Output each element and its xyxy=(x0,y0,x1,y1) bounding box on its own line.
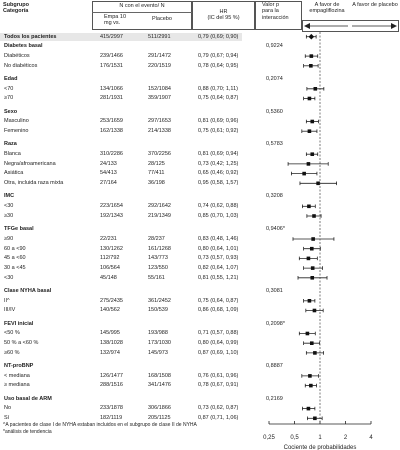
empa-events: 275/2435 xyxy=(100,297,123,304)
hr-point xyxy=(313,309,317,313)
hr-point xyxy=(308,299,312,303)
hr-ci-text: 0,75 (0,64; 0,87) xyxy=(198,95,239,102)
hr-ci-text: 0,73 (0,62, 0,87) xyxy=(198,405,239,412)
hr-point xyxy=(307,162,311,166)
x-tick-label: 1 xyxy=(318,435,322,441)
x-tick-label: 2 xyxy=(343,435,348,441)
category-label: Masculino xyxy=(4,118,29,125)
empa-events: 223/1654 xyxy=(100,203,123,210)
hr-point xyxy=(310,120,314,124)
hr-ci-text: 0,73 (0,57, 0,93) xyxy=(198,255,239,262)
hr-ci-text: 0,88 (0,70; 1,11) xyxy=(198,85,238,92)
empa-events: 27/164 xyxy=(100,180,117,187)
empa-events: 145/995 xyxy=(100,330,120,337)
subgroup-header: IMC xyxy=(4,193,15,200)
category-label: ≥30 xyxy=(4,212,14,219)
favor-placebo-header: A favor de placebo xyxy=(352,2,398,8)
hr-point xyxy=(313,87,317,91)
empa-events: 281/1931 xyxy=(100,95,123,102)
placebo-events: 55/161 xyxy=(148,274,165,281)
empa-events: 233/1878 xyxy=(100,405,123,412)
hr-ci-text: 0,81 (0,69; 0,96) xyxy=(198,118,239,125)
interaction-p-value: 0,9224 xyxy=(266,43,283,50)
empa-events: 130/1262 xyxy=(100,245,123,252)
placebo-events: 220/1519 xyxy=(148,62,171,69)
interaction-p-value: 0,3208 xyxy=(266,193,283,200)
hr-point xyxy=(306,332,310,336)
placebo-events: 214/1338 xyxy=(148,128,171,134)
category-label: Blanca xyxy=(4,151,21,157)
placebo-events: 152/1084 xyxy=(148,85,171,92)
hr-ci-text: 0,75 (0,61; 0,92) xyxy=(198,128,239,134)
placebo-events: 145/973 xyxy=(148,349,168,356)
empa-events: 112/792 xyxy=(100,255,120,262)
category-label: <70 xyxy=(4,85,14,92)
category-label: <30 xyxy=(4,203,14,210)
empa-events: 126/1477 xyxy=(100,372,123,379)
subgroup-header: Raza xyxy=(4,141,17,148)
hr-point xyxy=(313,351,317,355)
hr-header-line2: (IC del 95 %) xyxy=(207,15,240,22)
x-tick-label: 0,5 xyxy=(290,435,299,441)
hr-point xyxy=(309,384,313,388)
hr-point xyxy=(308,97,312,101)
placebo-events: 205/1125 xyxy=(148,415,171,422)
hr-ci-text: 0,78 (0,64; 0,95) xyxy=(198,62,239,69)
placebo-events: 193/988 xyxy=(148,330,168,337)
category-title: Categoría xyxy=(3,8,29,15)
overall-empa-events: 415/2997 xyxy=(100,33,123,40)
subgroup-header: Clase NYHA basal xyxy=(4,287,52,294)
empa-header-line2: mg vs. xyxy=(104,20,121,27)
footnote-trend: *análisis de tendencia xyxy=(3,429,52,435)
placebo-events: 173/1030 xyxy=(148,340,171,346)
empa-events: 288/1516 xyxy=(100,382,123,389)
empa-events: 138/1028 xyxy=(100,340,123,346)
interaction-p-value: 0,2074 xyxy=(266,75,283,82)
hr-ci-text: 0,71 (0,57, 0,88) xyxy=(198,330,239,337)
hr-point xyxy=(310,247,314,251)
interaction-p-value: 0,5360 xyxy=(266,108,283,115)
hr-ci-text: 0,65 (0,46; 0,92) xyxy=(198,170,239,177)
category-label: <30 xyxy=(4,274,14,281)
placebo-events: 28/237 xyxy=(148,235,165,242)
category-label: Sí xyxy=(4,415,10,422)
hr-ci-text: 0,76 (0,61, 0,96) xyxy=(198,372,239,379)
empa-events: 54/413 xyxy=(100,170,117,177)
category-label: 50 % a <60 % xyxy=(4,340,39,346)
hr-point xyxy=(311,237,315,241)
empa-events: 22/231 xyxy=(100,235,117,242)
overall-hr-diamond xyxy=(309,34,315,40)
placebo-events: 36/198 xyxy=(148,180,165,187)
empa-events: 162/1338 xyxy=(100,128,123,134)
empa-events: 310/2286 xyxy=(100,151,123,157)
hr-point xyxy=(310,341,314,345)
hr-point xyxy=(307,257,311,261)
hr-header-line1: HR xyxy=(219,9,228,15)
footnote-nyha: ^A pacientes de clase I de NYHA estaban incluidos en el subgrupo de clase II de NYHA xyxy=(3,422,197,428)
category-label: < mediana xyxy=(4,372,30,379)
placebo-events: 370/2256 xyxy=(148,151,171,157)
placebo-events: 161/1268 xyxy=(148,245,171,252)
subgroup-header: FEVI inicial xyxy=(4,320,34,327)
overall-label: Todos los pacientes xyxy=(4,33,57,40)
subgroup-header: Edad xyxy=(4,75,18,82)
placebo-events: 341/1476 xyxy=(148,382,171,389)
favor-empa-line2: empagliflozina xyxy=(309,8,345,15)
overall-hr-text: 0,79 (0,69; 0,90) xyxy=(198,33,239,40)
category-label: No diabéticos xyxy=(4,62,38,69)
hr-point xyxy=(308,129,312,133)
category-label: ≥70 xyxy=(4,95,14,102)
placebo-events: 219/1349 xyxy=(148,212,171,219)
pval-header-line1: Valor p xyxy=(262,2,280,8)
empa-events: 134/1066 xyxy=(100,85,123,92)
interaction-p-value: 0,2098* xyxy=(266,320,285,327)
subgroup-title: Subgrupo xyxy=(3,2,29,8)
empa-events: 140/562 xyxy=(100,307,120,314)
placebo-events: 77/411 xyxy=(148,170,165,177)
category-label: Femenino xyxy=(4,128,29,134)
hr-ci-text: 0,73 (0,42; 1,25) xyxy=(198,160,239,167)
placebo-events: 28/125 xyxy=(148,160,165,167)
category-label: 30 a <45 xyxy=(4,264,26,271)
hr-point xyxy=(307,205,311,209)
pval-header-line3: interacción xyxy=(262,14,289,21)
hr-ci-text: 0,79 (0,67; 0,94) xyxy=(198,52,239,59)
hr-ci-text: 0,85 (0,70, 1,03) xyxy=(198,212,239,219)
interaction-p-value: 0,2169 xyxy=(266,395,283,402)
placebo-events: 143/773 xyxy=(148,255,168,262)
hr-ci-text: 0,81 (0,69; 0,94) xyxy=(198,151,239,157)
empa-events: 192/1343 xyxy=(100,212,123,219)
hr-point xyxy=(302,172,306,176)
category-label: ≥ mediana xyxy=(4,382,30,389)
subgroup-header: Uso basal de ARM xyxy=(4,395,52,402)
category-label: III/IV xyxy=(4,307,16,314)
overall-placebo-events: 511/2991 xyxy=(148,33,171,40)
hr-point xyxy=(312,214,316,218)
x-tick-label: 0,25 xyxy=(263,435,275,441)
placebo-events: 306/1866 xyxy=(148,405,171,412)
hr-point xyxy=(310,54,314,58)
hr-point xyxy=(307,407,311,411)
hr-point xyxy=(308,374,312,378)
empa-header-line1: Empa 10 xyxy=(104,14,127,20)
interaction-p-value: 0,8887 xyxy=(266,363,283,369)
placebo-header: Placebo xyxy=(152,16,172,22)
category-label: <50 % xyxy=(4,330,20,337)
category-label: Otra, incluida raza mixta xyxy=(4,180,64,187)
category-label: ≥90 xyxy=(4,235,14,242)
empa-events: 132/974 xyxy=(100,349,120,356)
hr-point xyxy=(311,266,315,270)
empa-events: 182/1119 xyxy=(100,415,123,422)
hr-point xyxy=(310,152,314,156)
pval-header-line2: para la xyxy=(262,8,279,15)
hr-ci-text: 0,82 (0,64, 1,07) xyxy=(198,264,239,271)
subgroup-header: Sexo xyxy=(4,108,18,115)
hr-ci-text: 0,74 (0,62, 0,88) xyxy=(198,203,239,210)
category-label: Diabéticos xyxy=(4,52,30,59)
x-tick-label: 4 xyxy=(369,435,373,441)
hr-ci-text: 0,87 (0,71, 1,06) xyxy=(198,415,239,422)
hr-ci-text: 0,78 (0,67, 0,91) xyxy=(198,382,239,389)
empa-events: 45/148 xyxy=(100,274,117,281)
hr-ci-text: 0,80 (0,64, 1,01) xyxy=(198,245,239,252)
subgroup-header: Diabetes basal xyxy=(4,43,43,50)
placebo-events: 291/1472 xyxy=(148,52,171,59)
category-label: 45 a <60 xyxy=(4,255,26,262)
category-label: 60 a <90 xyxy=(4,245,26,252)
hr-point xyxy=(313,417,317,421)
hr-ci-text: 0,80 (0,64, 0,99) xyxy=(198,340,239,346)
category-label: Asiática xyxy=(4,170,24,177)
category-label: ≥60 % xyxy=(4,349,20,356)
placebo-events: 292/1642 xyxy=(148,203,171,210)
interaction-p-value: 0,9406* xyxy=(266,226,285,233)
category-label: II^ xyxy=(4,297,10,304)
hr-ci-text: 0,81 (0,55, 1,21) xyxy=(198,274,239,281)
category-label: No xyxy=(4,405,12,412)
empa-events: 24/133 xyxy=(100,160,117,167)
hr-point xyxy=(316,182,320,186)
empa-events: 106/564 xyxy=(100,264,120,271)
hr-ci-text: 0,86 (0,68, 1,09) xyxy=(198,307,239,314)
hr-point xyxy=(309,64,313,68)
placebo-events: 359/1907 xyxy=(148,95,171,102)
hr-ci-text: 0,75 (0,64, 0,87) xyxy=(198,297,239,304)
placebo-events: 297/1653 xyxy=(148,118,171,125)
placebo-events: 361/2452 xyxy=(148,297,171,304)
hr-ci-text: 0,87 (0,69, 1,10) xyxy=(198,349,239,356)
empa-events: 253/1659 xyxy=(100,118,123,125)
favor-empa-line1: A favor de xyxy=(314,2,340,8)
subgroup-header: TFGe basal xyxy=(4,226,34,233)
placebo-events: 123/550 xyxy=(148,264,168,271)
events-header: N con el evento/ N xyxy=(119,3,165,9)
subgroup-header: NT-proBNP xyxy=(4,363,34,369)
empa-events: 239/1466 xyxy=(100,52,123,59)
hr-ci-text: 0,95 (0,58, 1,57) xyxy=(198,180,239,187)
x-axis-label: Cociente de probabilidades xyxy=(283,445,357,450)
hr-ci-text: 0,83 (0,48, 1,46) xyxy=(198,235,239,242)
category-label: Negra/afroamericana xyxy=(4,160,56,167)
interaction-p-value: 0,5783 xyxy=(266,141,283,148)
interaction-p-value: 0,3081 xyxy=(266,287,283,294)
placebo-events: 168/1508 xyxy=(148,372,171,379)
placebo-events: 150/539 xyxy=(148,307,168,314)
hr-point xyxy=(310,276,314,280)
empa-events: 176/1531 xyxy=(100,62,123,69)
